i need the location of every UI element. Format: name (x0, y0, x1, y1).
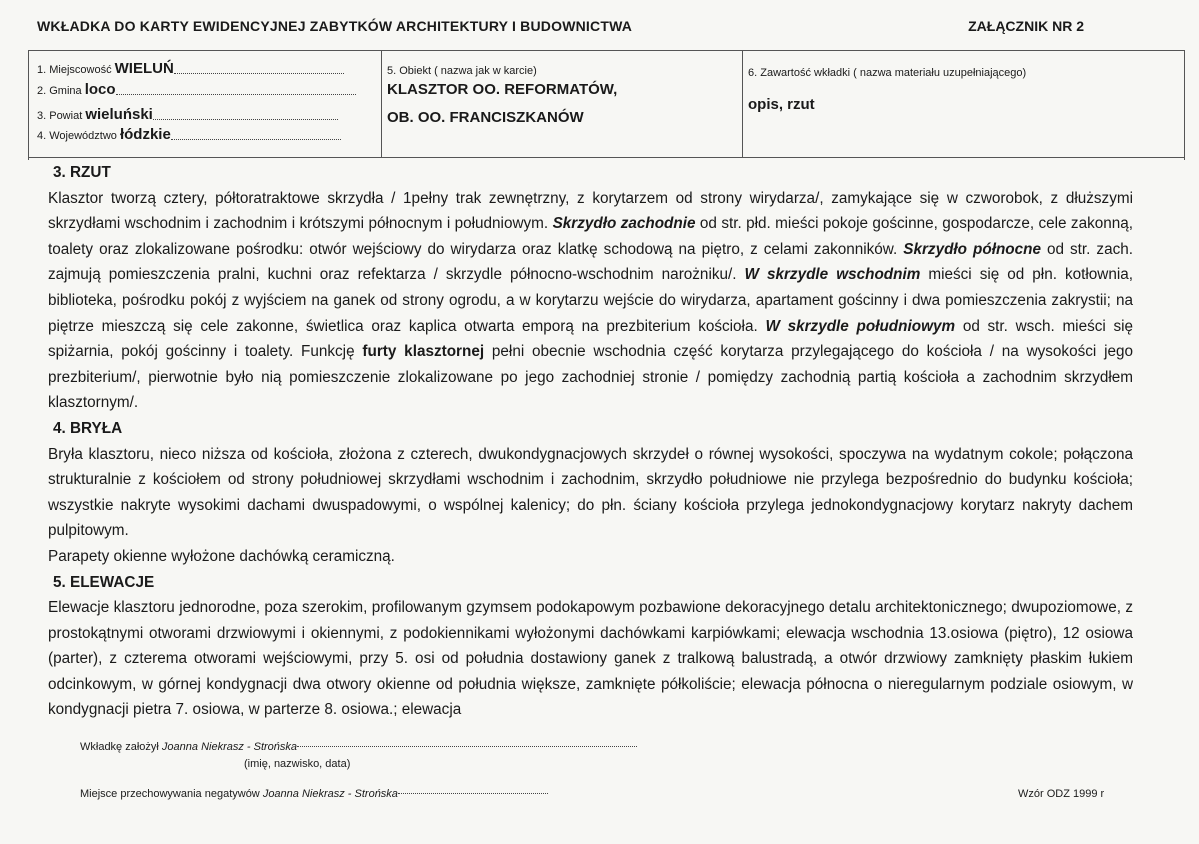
author-hint: (imię, nazwisko, data) (244, 758, 351, 770)
field-commune-label: 2. Gmina (37, 85, 82, 97)
field-commune-value: loco (84, 81, 116, 98)
field-county-label: 3. Powiat (37, 110, 83, 122)
section-4-text: Bryła klasztoru, nieco niższa od kościoła, złożona z czterech, dwukondygnacjowych skrzydeł o równej wysokości, spoczywa na wydatnym cokole; połączona strukturalnie z kościołem od strony południowej skrzydłami wschodnim i zachodnim, skrzydło południowe nie przylega bezpośrednio do budynku kościoła; wszystkie nakryte wysokimi dachami dwuspadowymi, o wspólnej kalenicy; do płn. ściany kościoła przylega jednokondygnacjowy korytarz nakryty dachem pulpitowym. (48, 445, 1133, 540)
annex-number: ZAŁĄCZNIK NR 2 (968, 18, 1084, 34)
section-5-text: Elewacje klasztoru jednorodne, poza szerokim, profilowanym gzymsem podokapowym pozbawione dekoracyjnego detalu architektonicznego; dwupoziomowe, z prostokątnymi otworami drzwiowymi i okiennymi, z podokiennikami wyłożonymi dachówkami karpiówkami; elewacja wschodnia 13.osiowa (piętro), 12 osiowa (parter), z czterema otworami wejściowymi, przy 5. osi od południa dostawiony ganek z tralkową balustradą, a otwór drzwiowy zamknięty płaskim łukiem odcinkowym, w górnej kondygnacji dwa otwory okienne od południa większe, zamknięte półkoliście; elewacja północna o nieregularnym podziale osiowym, w kondygnacji pietra 7. osiowa, w parterze 8. osiowa.; elewacja (48, 599, 1133, 719)
field-town-value: WIELUŃ (114, 60, 174, 77)
text-run: mieści się od płn. kotłownia, biblioteka, pośrodku pokój z wyjściem na ganek od strony ogrodu, a w korytarzu wejście do wirydarza, apartament gościnny i dwa pomieszczenia zakrystii; na piętrze mieszczą się cele zakonne, świetlica oraz kaplica otwarta emporą na prezbiterium kościoła. (48, 266, 1133, 335)
field-town-label: 1. Miejscowość (37, 64, 112, 76)
text-run: Klasztor tworzą cztery, półtoratraktowe skrzydła / 1pełny trak zewnętrzny, z korytarzem od strony wirydarza/, zamykające się w czworobok, z dłuższymi skrzydłami wschodnim i zachodnim i krótszymi północnym i południowym. (48, 189, 1133, 233)
section-3-heading: 3. RZUT (53, 164, 111, 181)
storage-name: Joanna Niekrasz - Strońska (262, 788, 398, 800)
author-label: Wkładkę założył (80, 741, 159, 753)
author-name: Joanna Niekrasz - Strońska (161, 741, 298, 753)
form-title: WKŁADKA DO KARTY EWIDENCYJNEJ ZABYTKÓW ARCHITEKTURY I BUDOWNICTWA (37, 18, 633, 34)
contents-box (743, 51, 1185, 158)
contents-value: opis, rzut (748, 96, 815, 113)
object-name-line2: OB. OO. FRANCISZKANÓW (387, 109, 584, 126)
form-pattern: Wzór ODZ 1999 r (1018, 788, 1105, 800)
field-town (37, 60, 344, 77)
storage-label: Miejsce przechowywania negatywów (80, 788, 260, 800)
field-voivodeship (37, 126, 341, 143)
dotted-line (398, 792, 548, 794)
section-3-text (48, 186, 1133, 416)
document-body (48, 160, 1133, 723)
dotted-line (174, 72, 344, 74)
dotted-line (116, 93, 356, 95)
contents-label: 6. Zawartość wkładki ( nazwa materiału uzupełniającego) (748, 67, 1027, 79)
field-voivodeship-value: łódzkie (119, 126, 171, 143)
dotted-line (153, 118, 338, 120)
storage-line (80, 788, 548, 800)
text-run: od str. wsch. mieści się spiżarnia, pokój gościnny i toalety. Funkcję (48, 317, 1134, 361)
object-label: 5. Obiekt ( nazwa jak w karcie) (387, 65, 537, 77)
field-county-value: wieluński (85, 106, 153, 123)
dotted-line (297, 745, 637, 747)
emphasis-run: W skrzydle wschodnim (744, 266, 921, 284)
object-box (382, 51, 743, 158)
location-box (29, 51, 382, 158)
section-4-text-2: Parapety okienne wyłożone dachówką ceramiczną. (48, 547, 395, 565)
text-run: od str. płd. mieści pokoje gościnne, gospodarcze, cele zakonną, toalety oraz zlokalizowane pośrodku: otwór wejściowy do wirydarza oraz klatkę schodową na piętro, z celami zakonników. (48, 215, 1134, 258)
text-run: od str. zach. zajmują pomieszczenia pralni, kuchni oraz refektarza / skrzydle północno-wschodnim narożniku/. (48, 240, 1133, 284)
author-line (80, 741, 637, 753)
section-4-heading: 4. BRYŁA (53, 419, 123, 437)
field-voivodeship-label: 4. Województwo (37, 130, 117, 142)
field-county (37, 106, 338, 123)
text-run: pełni obecnie wschodnia część korytarza przylegającego do kościoła / na wysokości jego prezbiterium/, pierwotnie było nią pomieszczenie zlokalizowane po jego zachodniej stronie / pomiędzy zachodnią partią kościoła a zachodnim skrzydłem klasztornym/. (48, 343, 1134, 412)
object-name-line1: KLASZTOR OO. REFORMATÓW, (387, 81, 618, 98)
bold-run: furty klasztornej (362, 343, 485, 361)
dotted-line (171, 138, 341, 140)
section-5-heading: 5. ELEWACJE (53, 573, 155, 591)
emphasis-run: Skrzydło zachodnie (552, 215, 696, 233)
emphasis-run: Skrzydło północne (903, 240, 1042, 258)
emphasis-run: W skrzydle południowym (765, 317, 956, 335)
field-commune (37, 81, 356, 98)
